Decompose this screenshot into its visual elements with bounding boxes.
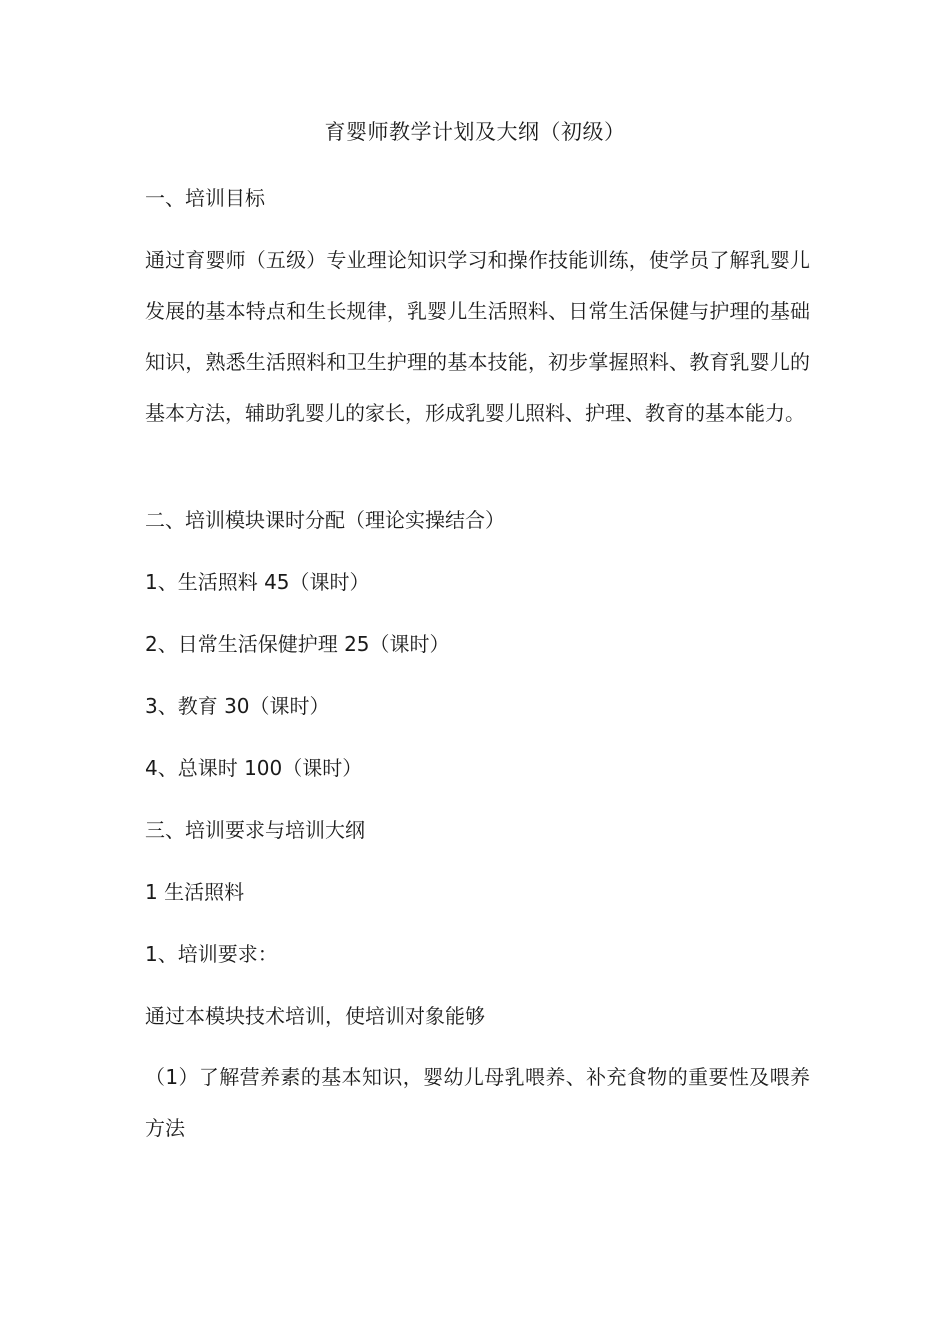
module-hours-item: 3、教育 30（课时）	[145, 694, 330, 718]
section-heading-training-outline: 三、培训要求与培训大纲	[145, 818, 365, 842]
requirements-intro: 通过本模块技术培训，使培训对象能够	[145, 1004, 485, 1028]
requirements-heading: 1、培训要求：	[145, 942, 278, 966]
requirement-item: （1）了解营养素的基本知识，婴幼儿母乳喂养、补充食物的重要性及喂养方法	[145, 1065, 810, 1140]
training-goals-paragraph: 通过育婴师（五级）专业理论知识学习和操作技能训练，使学员了解乳婴儿发展的基本特点和生长规律，乳婴儿生活照料、日常生活保健与护理的基础知识，熟悉生活照料和卫生护理的基本技能，初步掌握照料、教育乳婴儿的基本方法，辅助乳婴儿的家长，形成乳婴儿照料、护理、教育的基本能力。	[145, 248, 810, 425]
section-heading-training-goals: 一、培训目标	[145, 186, 265, 210]
module-title: 1 生活照料	[145, 880, 245, 904]
document-title: 育婴师教学计划及大纲（初级）	[324, 120, 626, 144]
module-hours-item: 2、日常生活保健护理 25（课时）	[145, 632, 450, 656]
module-hours-item: 1、生活照料 45（课时）	[145, 570, 370, 594]
module-hours-item: 4、总课时 100（课时）	[145, 756, 363, 780]
section-heading-module-hours: 二、培训模块课时分配（理论实操结合）	[145, 508, 505, 532]
